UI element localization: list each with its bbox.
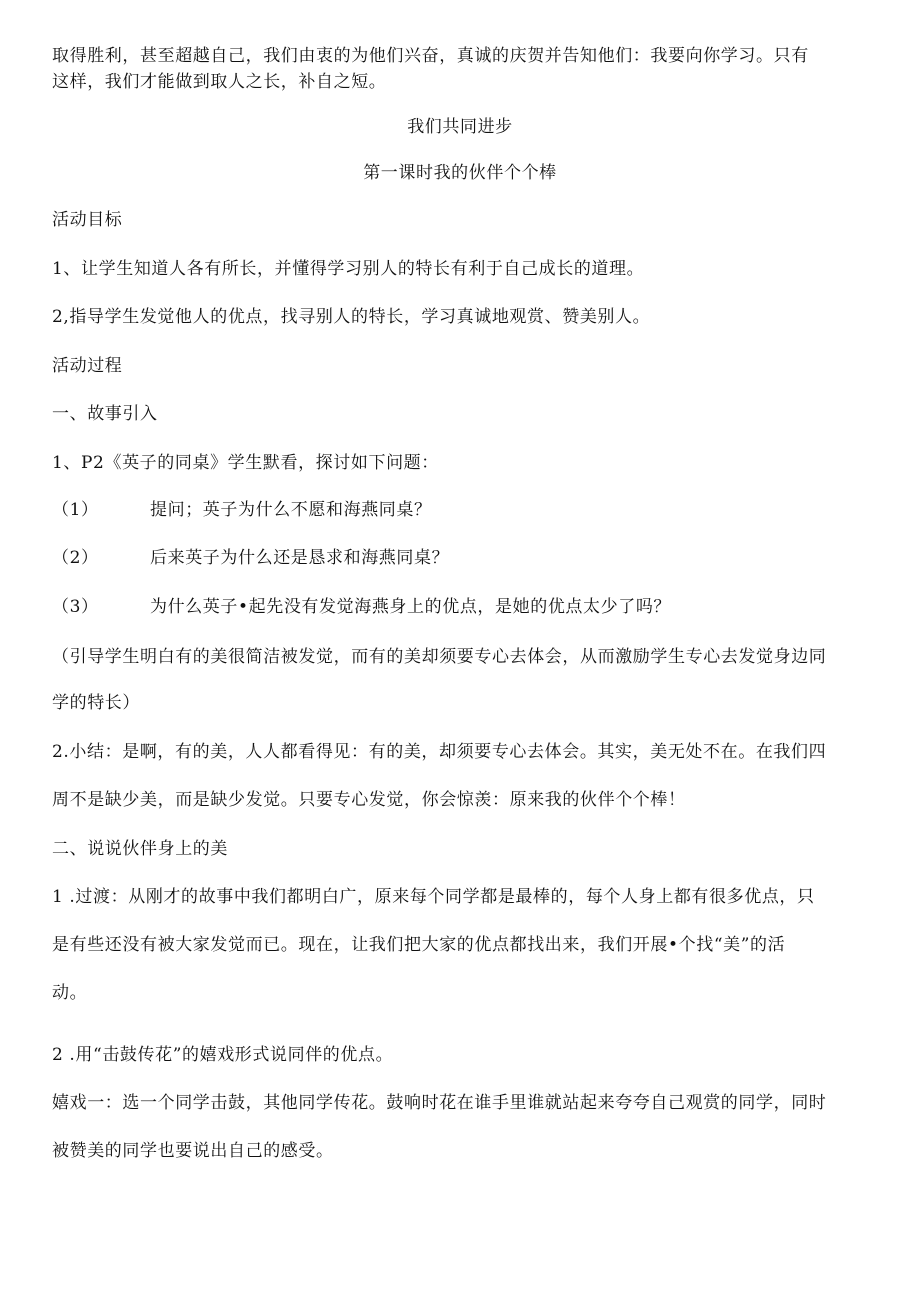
guide-note-line-1: （引导学生明白有的美很简洁被发觉，而有的美却须要专心去体会，从而激励学生专心去发觉身边同 <box>52 647 827 667</box>
transition-line-1: 1 .过渡：从刚才的故事中我们都明白广，原来每个同学都是最棒的，每个人身上都有很多优点，只 <box>52 887 815 907</box>
transition-line-2: 是有些还没有被大家发觉而已。现在，让我们把大家的优点都找出来，我们开展•个找“美”的活 <box>52 935 786 955</box>
goal-item-2: 2,指导学生发觉他人的优点，找寻别人的特长，学习真诚地观赏、赞美别人。 <box>52 307 651 327</box>
guide-note-line-2: 学的特长） <box>52 693 140 713</box>
intro-line-1: 取得胜利，甚至超越自己，我们由衷的为他们兴奋，真诚的庆贺并告知他们：我要向你学习。只有 <box>52 46 809 66</box>
process-heading: 活动过程 <box>52 356 123 376</box>
lesson-subtitle: 第一课时我的伙伴个个棒 <box>363 163 557 183</box>
section-heading-beauty: 二、说说伙伴身上的美 <box>52 839 228 859</box>
transition-line-3: 动。 <box>52 983 88 1003</box>
intro-line-2: 这样，我们才能做到取人之长，补自之短。 <box>52 72 387 92</box>
question-1 <box>52 498 432 522</box>
question-2 <box>52 546 449 570</box>
question-text: 为什么英子•起先没有发觉海燕身上的优点，是她的优点太少了吗？ <box>150 597 672 617</box>
question-text: 后来英子为什么还是恳求和海燕同桌？ <box>150 548 450 568</box>
game-one-line-1: 嬉戏一：选一个同学击鼓，其他同学传花。鼓响时花在谁手里谁就站起来夸夸自己观赏的同学，同时 <box>52 1093 827 1113</box>
question-3 <box>52 595 671 619</box>
question-number: （1） <box>52 500 99 520</box>
story-item: 1、P2《英子的同桌》学生默看，探讨如下问题： <box>52 453 439 473</box>
document-title: 我们共同进步 <box>407 117 513 137</box>
question-number: （2） <box>52 548 99 568</box>
question-text: 提问；英子为什么不愿和海燕同桌？ <box>150 500 432 520</box>
game-intro: 2 .用“击鼓传花”的嬉戏形式说同伴的优点。 <box>52 1045 394 1065</box>
game-one-line-2: 被赞美的同学也要说出自己的感受。 <box>52 1141 334 1161</box>
summary-line-1: 2.小结：是啊，有的美，人人都看得见：有的美，却须要专心去体会。其实，美无处不在。在我们四 <box>52 742 827 762</box>
question-number: （3） <box>52 597 99 617</box>
section-heading-story: 一、故事引入 <box>52 404 158 424</box>
goals-heading: 活动目标 <box>52 210 123 230</box>
goal-item-1: 1、让学生知道人各有所长，并懂得学习别人的特长有利于自己成长的道理。 <box>52 259 645 279</box>
summary-line-2: 周不是缺少美，而是缺少发觉。只要专心发觉，你会惊羡：原来我的伙伴个个棒！ <box>52 790 686 810</box>
